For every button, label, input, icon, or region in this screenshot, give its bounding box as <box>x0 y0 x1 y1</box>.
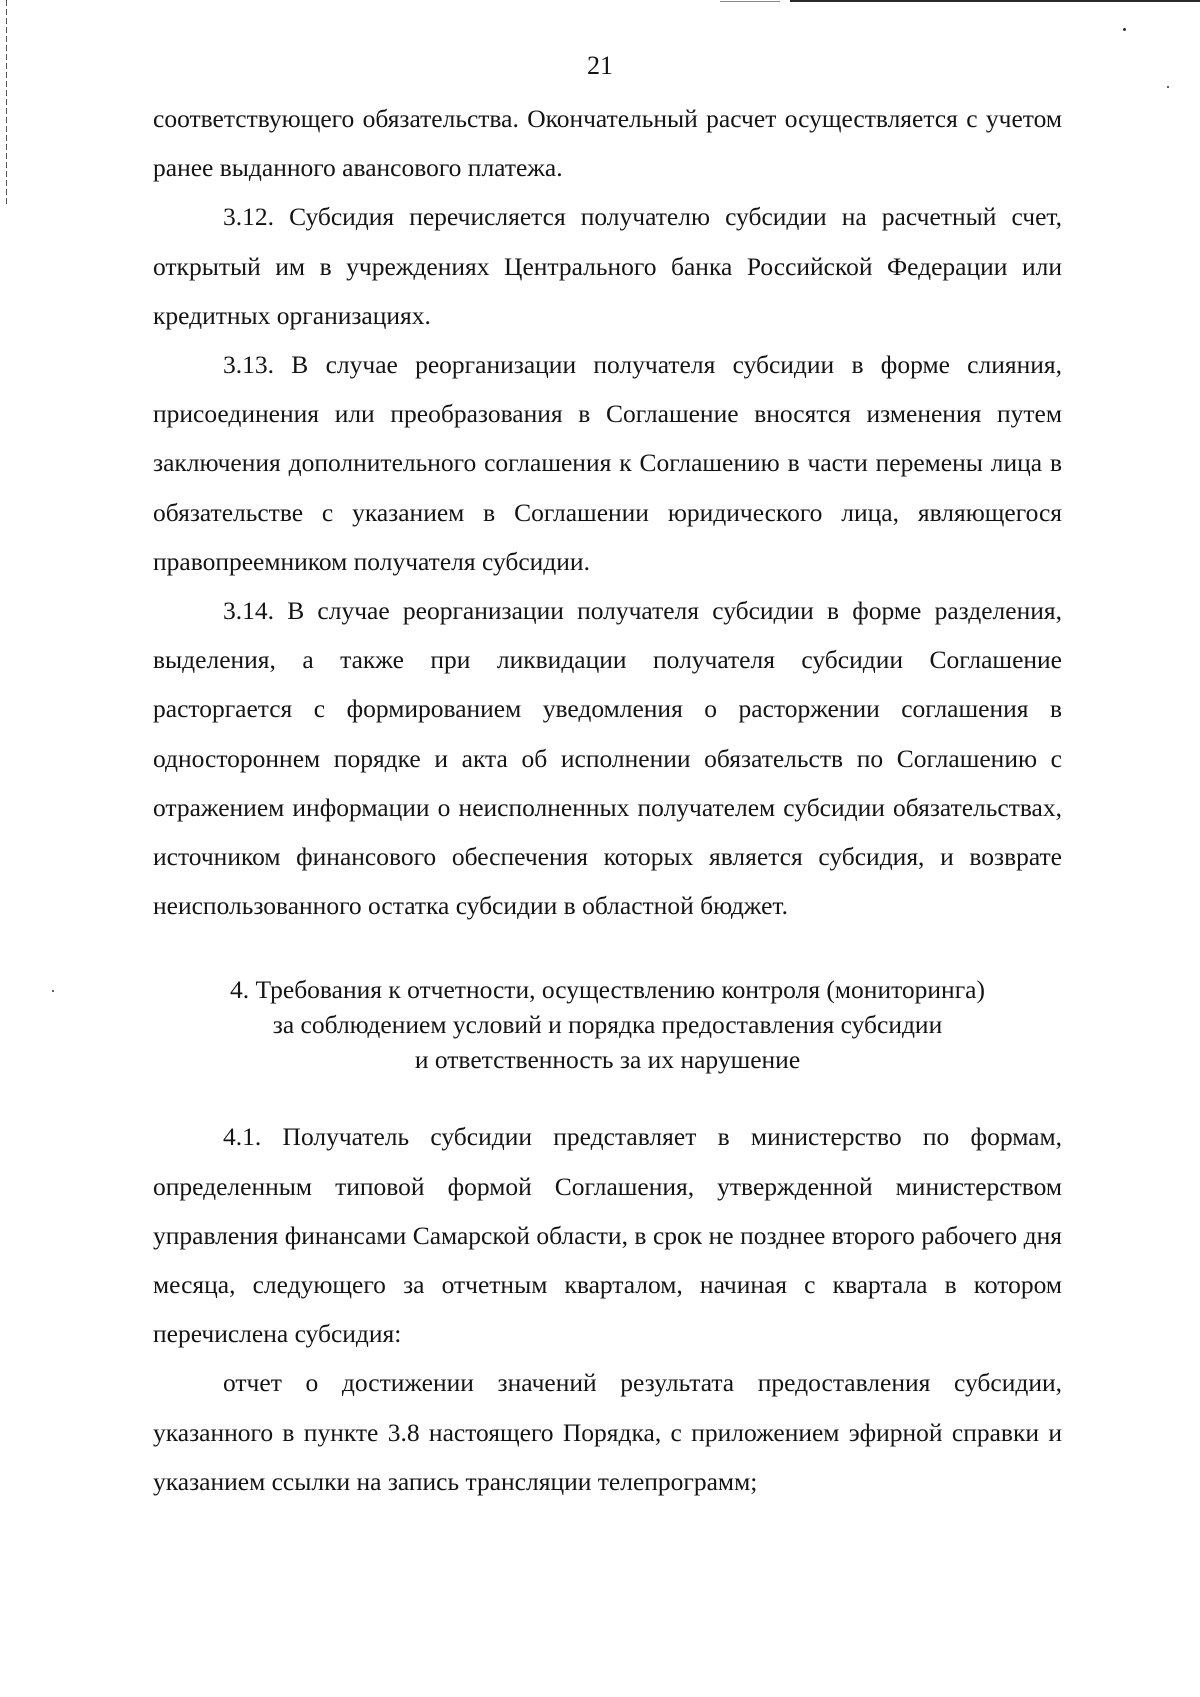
paragraph-3-14: 3.14. В случае реорганизации получателя субсидии в форме разделения, выделения, а также при ликвидации получателя субсидии Соглашение расторгается с формированием уведомления о расторжении соглашения в одностороннем порядке и акта об исполнении обязательств по Соглашению с отражением информации о неисполненных получателем субсидии обязательствах, источником финансового обеспечения которых является субсидия, и возврате неиспользованного остатка субсидии в областной бюджет. <box>153 596 1062 921</box>
scan-edge-mark <box>720 1 780 2</box>
paragraph-continuation: соответствующего обязательства. Окончательный расчет осуществляется с учетом ранее выданного авансового платежа. <box>153 104 1062 183</box>
page-number: 21 <box>587 51 613 80</box>
paragraph-3-13: 3.13. В случае реорганизации получателя субсидии в форме слияния, присоединения или преобразования в Соглашение вносятся изменения путем заключения дополнительного соглашения к Соглашению в части перемены лица в обязательстве с указанием в Соглашении юридического лица, являющегося правопреемником получателя субсидии. <box>153 350 1062 576</box>
section-heading-line: за соблюдением условий и порядка предоставления субсидии <box>272 1010 943 1040</box>
paragraph-4-1: 4.1. Получатель субсидии представляет в министерство по формам, определенным типовой формой Соглашения, утвержденной министерством управления финансами Самарской области, в срок не позднее второго рабочего дня месяца, следующего за отчетным кварталом, начиная с квартала в котором перечислена субсидия: <box>153 1122 1062 1349</box>
scan-edge-line <box>790 0 1200 2</box>
paragraph-3-12: 3.12. Субсидия перечисляется получателю субсидии на расчетный счет, открытый им в учреждениях Центрального банка Российской Федерации или кредитных организациях. <box>153 202 1062 330</box>
section-heading-line: 4. Требования к отчетности, осуществлению контроля (мониторинга) <box>230 975 985 1005</box>
section-heading <box>153 972 1062 1077</box>
paragraph-report-item: отчет о достижении значений результата предоставления субсидии, указанного в пункте 3.8 настоящего Порядка, с приложением эфирной справки и указанием ссылки на запись трансляции телепрограмм; <box>153 1368 1062 1496</box>
document-body <box>153 94 1062 1506</box>
section-heading-line: и ответственность за их нарушение <box>414 1045 801 1075</box>
scan-left-edge <box>6 0 7 205</box>
scan-speck <box>1167 86 1169 88</box>
scan-speck <box>1123 28 1126 31</box>
scan-speck <box>52 990 54 992</box>
